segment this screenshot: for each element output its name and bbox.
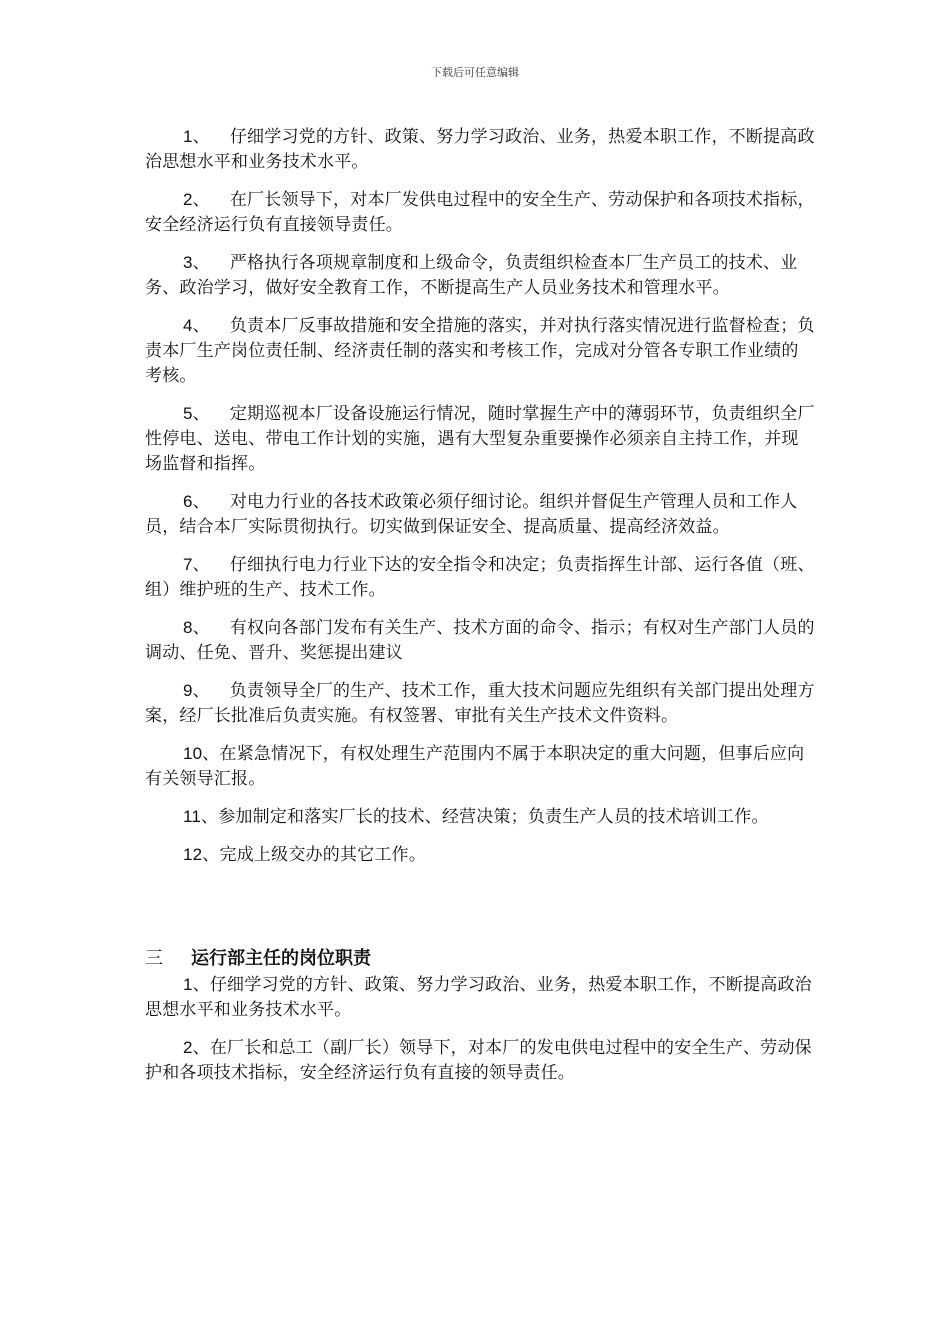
duty-item-number: 12、 (183, 845, 220, 864)
duty-item-number: 5、 (183, 404, 210, 423)
duty-item-text: 仔细执行电力行业下达的安全指令和决定；负责指挥生计部、运行各值（班、组）维护班的生产、技术工作。 (145, 555, 815, 600)
duty-item (145, 1035, 815, 1086)
duty-item (145, 313, 815, 389)
duty-item (145, 972, 815, 1023)
section-title: 运行部主任的岗位职责 (191, 948, 371, 969)
duty-item-number: 7、 (183, 555, 210, 574)
duty-item-number: 10、 (183, 744, 220, 763)
duty-item-number: 9、 (183, 681, 210, 700)
page-header: 下载后可任意编辑 (431, 66, 519, 79)
duty-item-number: 1、 (183, 975, 210, 994)
duty-item-text: 参加制定和落实厂长的技术、经营决策；负责生产人员的技术培训工作。 (218, 807, 769, 827)
duty-item (145, 552, 815, 603)
duty-item-text: 对电力行业的各技术政策必须仔细讨论。组织并督促生产管理人员和工作人员，结合本厂实际贯彻执行。切实做到保证安全、提高质量、提高经济效益。 (145, 492, 798, 537)
duty-item-text: 严格执行各项规章制度和上级命令，负责组织检查本厂生产员工的技术、业务、政治学习，做好安全教育工作，不断提高生产人员业务技术和管理水平。 (145, 253, 798, 298)
duty-item-number: 8、 (183, 618, 210, 637)
duty-item-number: 1、 (183, 127, 210, 146)
section-duty-list (145, 972, 815, 1086)
duty-item (145, 489, 815, 540)
duty-item-text: 负责领导全厂的生产、技术工作，重大技术问题应先组织有关部门提出处理方案，经厂长批准后负责实施。有权签署、审批有关生产技术文件资料。 (145, 681, 815, 726)
duty-item (145, 615, 815, 666)
duty-item (145, 401, 815, 477)
duty-item-text: 仔细学习党的方针、政策、努力学习政治、业务，热爱本职工作，不断提高政治思想水平和业务技术水平。 (145, 127, 815, 172)
duty-item (145, 250, 815, 301)
duty-item (145, 741, 815, 792)
document-body (145, 124, 815, 1098)
duty-item (145, 124, 815, 175)
duty-item (145, 804, 815, 830)
duty-item (145, 678, 815, 729)
duty-item-text: 有权向各部门发布有关生产、技术方面的命令、指示；有权对生产部门人员的调动、任免、晋升、奖惩提出建议 (145, 618, 815, 663)
duty-item-text: 负责本厂反事故措施和安全措施的落实，并对执行落实情况进行监督检查；负责本厂生产岗位责任制、经济责任制的落实和考核工作，完成对分管各专职工作业绩的考核。 (145, 316, 815, 386)
section-heading (145, 946, 815, 972)
duty-item-number: 11、 (183, 807, 219, 826)
duty-item-number: 6、 (183, 492, 210, 511)
duty-item-number: 2、 (183, 190, 210, 209)
duty-item-number: 2、 (183, 1038, 210, 1057)
duty-item-text: 在厂长领导下，对本厂发供电过程中的安全生产、劳动保护和各项技术指标，安全经济运行负有直接领导责任。 (145, 190, 815, 235)
duty-item-text: 完成上级交办的其它工作。 (219, 845, 426, 865)
spacer (145, 880, 815, 946)
duty-item-text: 在紧急情况下，有权处理生产范围内不属于本职决定的重大问题，但事后应向有关领导汇报。 (145, 744, 805, 789)
duty-item (145, 187, 815, 238)
duty-list (145, 124, 815, 868)
duty-item-number: 4、 (183, 316, 210, 335)
duty-item-text: 仔细学习党的方针、政策、努力学习政治、业务，热爱本职工作，不断提高政治思想水平和业务技术水平。 (145, 975, 812, 1020)
duty-item (145, 842, 815, 868)
duty-item-text: 定期巡视本厂设备设施运行情况，随时掌握生产中的薄弱环节，负责组织全厂性停电、送电、带电工作计划的实施，遇有大型复杂重要操作必须亲自主持工作，并现场监督和指挥。 (145, 404, 815, 474)
duty-item-text: 在厂长和总工（副厂长）领导下，对本厂的发电供电过程中的安全生产、劳动保护和各项技术指标，安全经济运行负有直接的领导责任。 (145, 1038, 812, 1083)
section-index: 三 (145, 948, 163, 969)
duty-item-number: 3、 (183, 253, 210, 272)
